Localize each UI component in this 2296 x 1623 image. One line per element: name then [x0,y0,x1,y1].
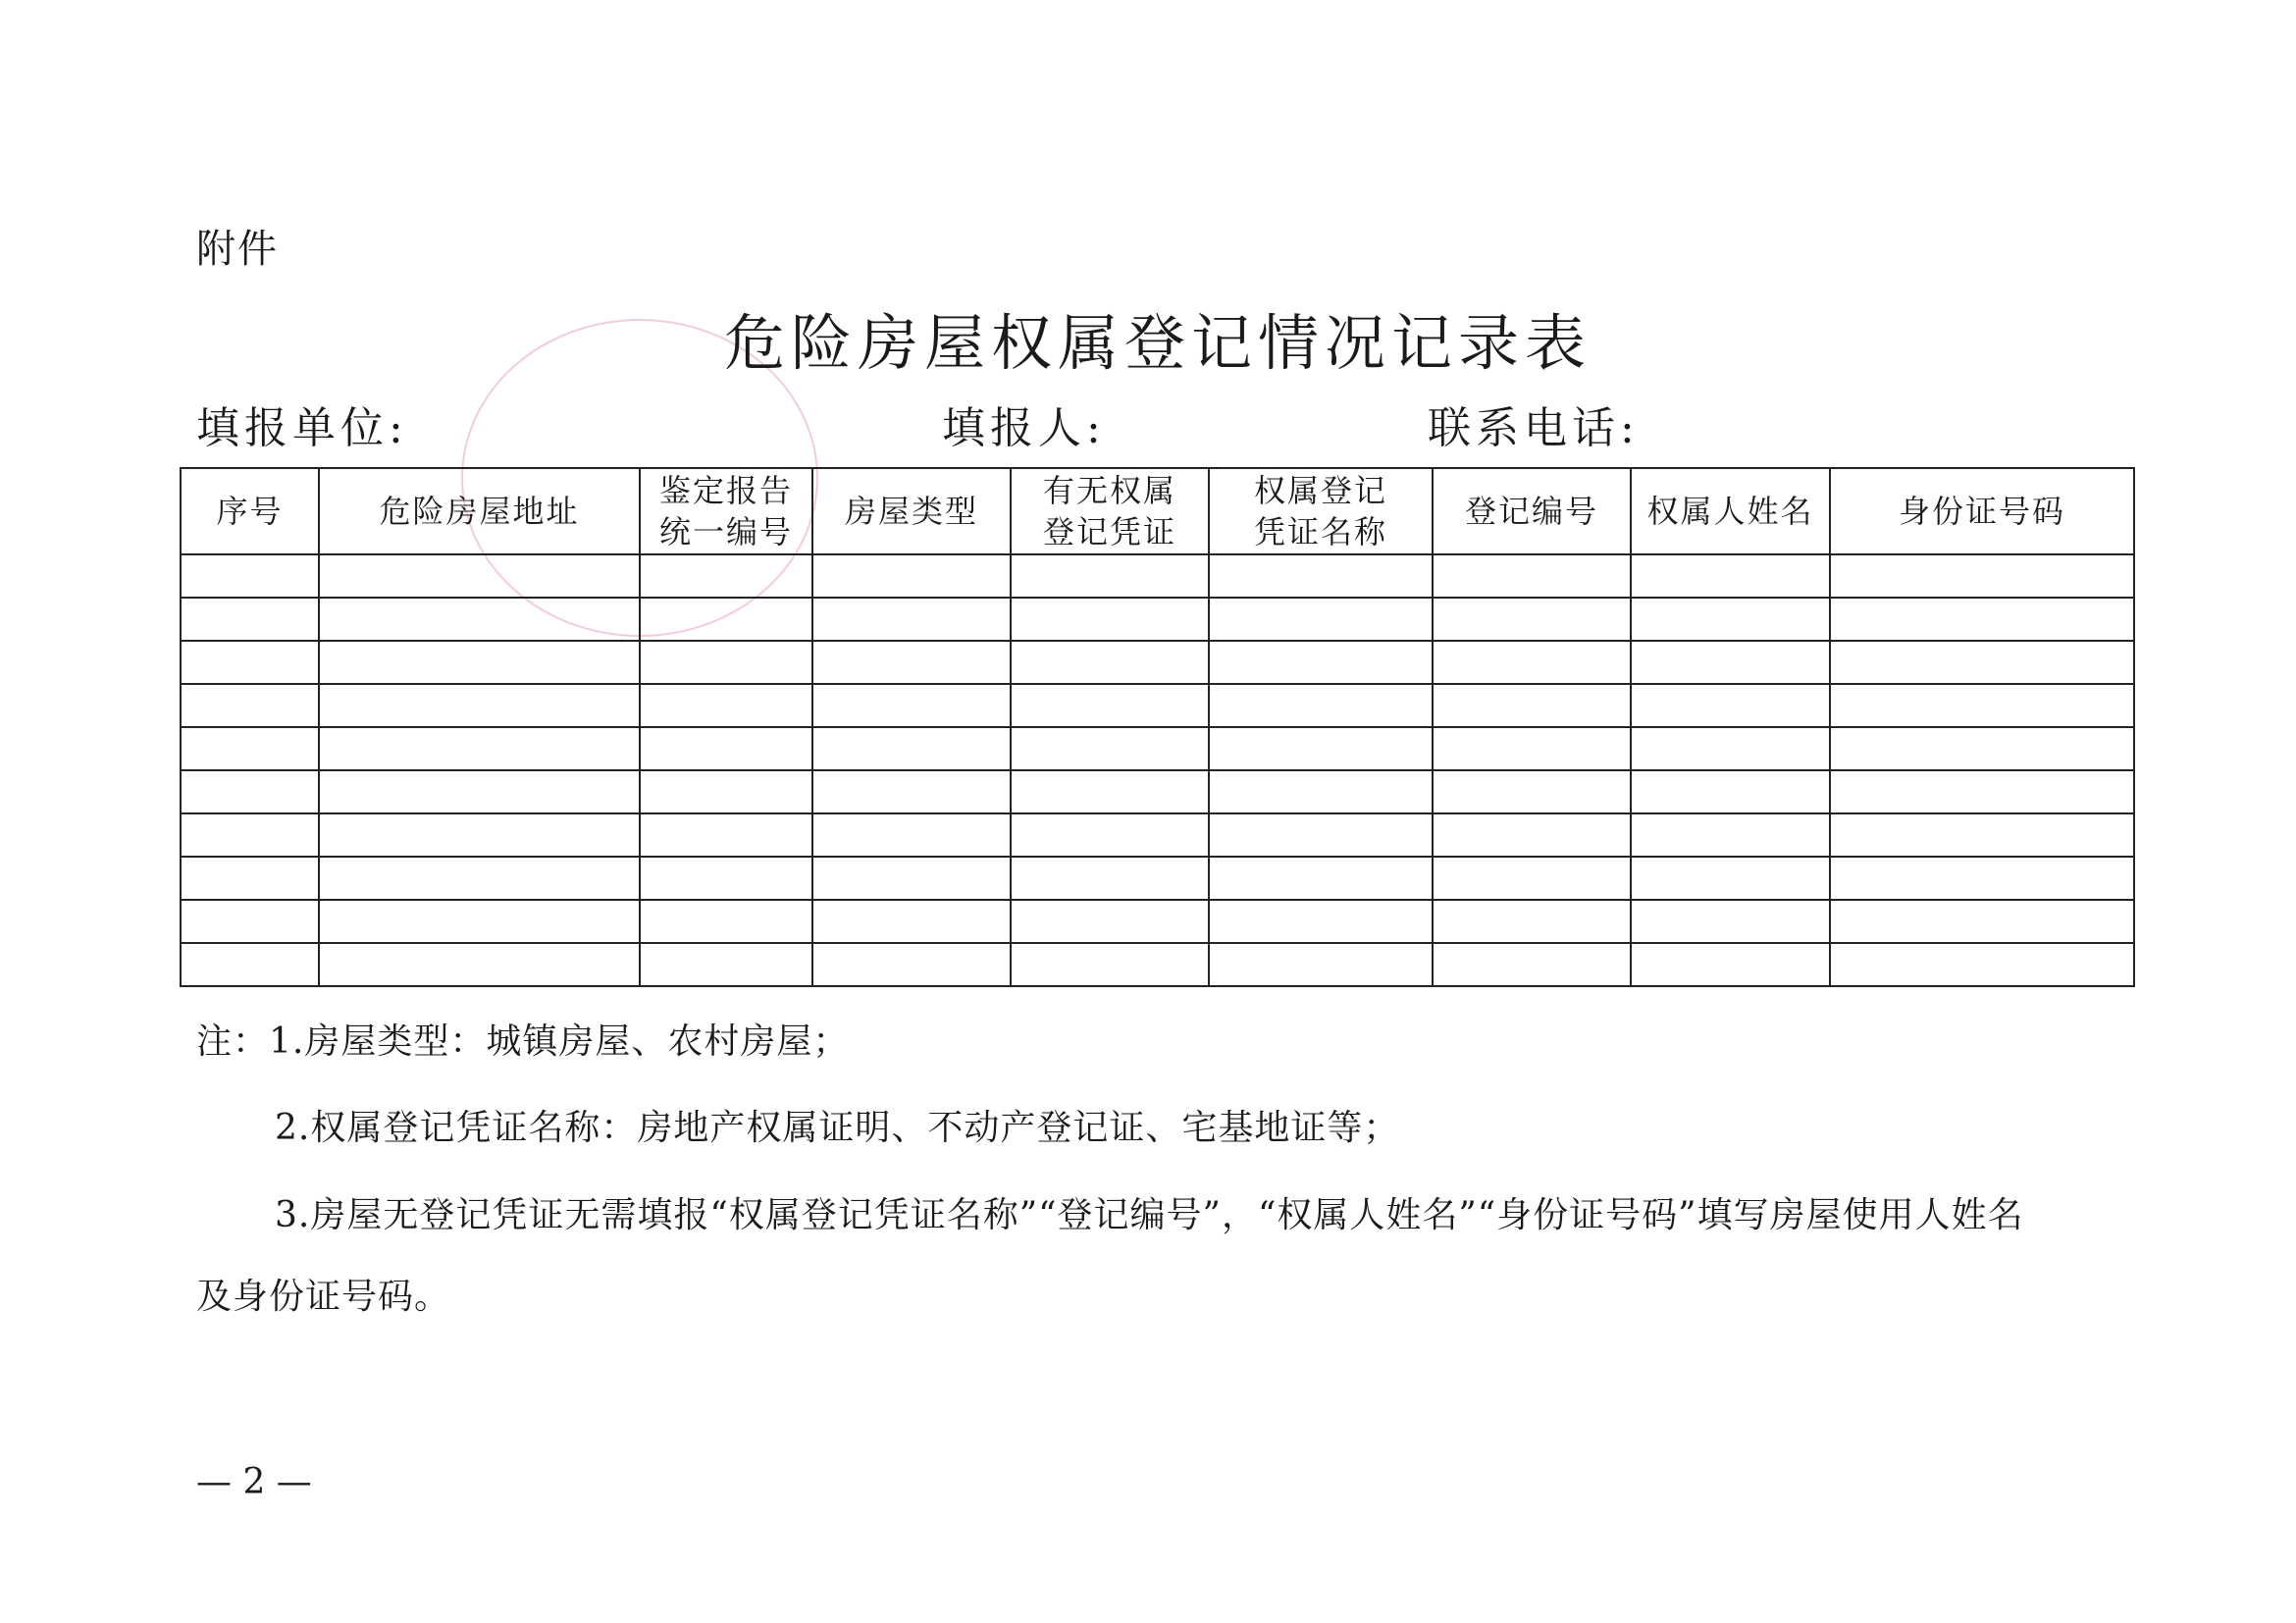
table-cell[interactable] [1433,900,1631,943]
col-header-address [319,468,640,554]
table-cell[interactable] [319,641,640,684]
table-cell[interactable] [1830,684,2134,727]
table-cell[interactable] [1433,554,1631,598]
table-cell[interactable] [181,598,319,641]
fill-unit-label: 填报单位: [196,403,408,453]
table-cell[interactable] [181,684,319,727]
table-cell[interactable] [1209,598,1433,641]
col-header-certificate-name [1209,468,1433,554]
col-header-line: 权属人姓名 [1646,493,1814,530]
table-cell[interactable] [1830,857,2134,900]
table-cell[interactable] [1209,554,1433,598]
table-row [181,641,2134,684]
col-header-line: 身份证号码 [1898,493,2065,530]
table-cell[interactable] [319,598,640,641]
table-cell[interactable] [1631,598,1830,641]
col-header-line: 鉴定报告 [658,472,793,509]
table-cell[interactable] [640,598,812,641]
table-cell[interactable] [1209,770,1433,813]
table-cell[interactable] [181,770,319,813]
table-cell[interactable] [1830,943,2134,986]
table-cell[interactable] [1011,554,1209,598]
table-cell[interactable] [1830,813,2134,857]
table-row [181,727,2134,770]
table-cell[interactable] [1209,857,1433,900]
table-cell[interactable] [1011,641,1209,684]
table-cell[interactable] [1433,727,1631,770]
col-header-line: 登记编号 [1464,493,1598,530]
col-header-line: 凭证名称 [1253,513,1387,550]
table-row [181,813,2134,857]
col-header-line: 登记凭证 [1042,513,1176,550]
table-cell[interactable] [1830,900,2134,943]
col-header-line: 统一编号 [658,513,793,550]
table-row [181,943,2134,986]
table-cell[interactable] [640,727,812,770]
table-cell[interactable] [812,727,1011,770]
fill-person-label: 填报人: [942,403,1106,453]
table-cell[interactable] [1011,857,1209,900]
col-header-line: 权属登记 [1253,472,1387,509]
table-cell[interactable] [1631,813,1830,857]
fill-phone-label: 联系电话: [1428,403,1640,453]
table-header-row [181,468,2134,554]
table-cell[interactable] [1011,813,1209,857]
table-cell[interactable] [812,598,1011,641]
table-cell[interactable] [1433,641,1631,684]
table-cell[interactable] [181,641,319,684]
page-title: 危险房屋权属登记情况记录表 [723,307,1592,379]
col-header-registration-number [1433,468,1631,554]
table-cell[interactable] [812,770,1011,813]
col-header-house-type [812,468,1011,554]
table-cell[interactable] [1011,770,1209,813]
table-cell[interactable] [1631,900,1830,943]
table-cell[interactable] [1830,598,2134,641]
table-cell[interactable] [1631,857,1830,900]
table-cell[interactable] [1011,598,1209,641]
table-cell[interactable] [640,684,812,727]
table-cell[interactable] [640,900,812,943]
table-cell[interactable] [319,684,640,727]
table-cell[interactable] [1631,943,1830,986]
table-cell[interactable] [1433,684,1631,727]
table-cell[interactable] [640,813,812,857]
table-cell[interactable] [812,813,1011,857]
table-cell[interactable] [1209,641,1433,684]
table-cell[interactable] [1631,641,1830,684]
table-cell[interactable] [1209,943,1433,986]
table-cell[interactable] [640,770,812,813]
record-table [180,467,2135,987]
table-cell[interactable] [181,943,319,986]
table-cell[interactable] [1631,684,1830,727]
attachment-label: 附件 [196,227,279,272]
table-cell[interactable] [1011,900,1209,943]
table-row [181,598,2134,641]
note-3: 3.房屋无登记凭证无需填报“权属登记凭证名称”“登记编号”，“权属人姓名”“身份证号码”填写房屋使用人姓名 [275,1195,2024,1235]
table-row [181,770,2134,813]
table-cell[interactable] [640,857,812,900]
col-header-line: 序号 [216,493,284,530]
col-header-has-certificate [1011,468,1209,554]
table-cell[interactable] [1830,641,2134,684]
col-header-id-number [1830,468,2134,554]
table-cell[interactable] [1433,598,1631,641]
table-cell[interactable] [319,943,640,986]
table-cell[interactable] [640,641,812,684]
table-cell[interactable] [1209,813,1433,857]
table-cell[interactable] [319,554,640,598]
col-header-line: 危险房屋地址 [379,493,580,530]
table-cell[interactable] [1631,727,1830,770]
page-number: — 2 — [196,1462,312,1502]
table-row [181,684,2134,727]
table-cell[interactable] [1830,727,2134,770]
table-cell[interactable] [1433,857,1631,900]
table-cell[interactable] [181,857,319,900]
table-cell[interactable] [1433,770,1631,813]
table-row [181,554,2134,598]
table-cell[interactable] [1209,900,1433,943]
table-row [181,857,2134,900]
table-cell[interactable] [812,900,1011,943]
table-cell[interactable] [1830,554,2134,598]
table-cell[interactable] [1631,554,1830,598]
table-cell[interactable] [812,943,1011,986]
table-cell[interactable] [1209,684,1433,727]
table-cell[interactable] [812,857,1011,900]
table-cell[interactable] [812,641,1011,684]
note-1: 注：1.房屋类型：城镇房屋、农村房屋； [196,1021,850,1062]
table-cell[interactable] [1011,727,1209,770]
table-cell[interactable] [319,727,640,770]
table-cell[interactable] [1631,770,1830,813]
table-cell[interactable] [812,554,1011,598]
col-header-serial [181,468,319,554]
table-body [181,554,2134,986]
table-cell[interactable] [1011,943,1209,986]
table-row [181,900,2134,943]
table-cell[interactable] [1011,684,1209,727]
table-cell[interactable] [1209,727,1433,770]
note-2: 2.权属登记凭证名称：房地产权属证明、不动产登记证、宅基地证等； [275,1108,1400,1148]
table-cell[interactable] [1830,770,2134,813]
col-header-report-number [640,468,812,554]
table-cell[interactable] [319,770,640,813]
table-cell[interactable] [181,900,319,943]
table-cell[interactable] [181,554,319,598]
col-header-line: 房屋类型 [844,493,978,530]
table-cell[interactable] [319,900,640,943]
table-cell[interactable] [319,857,640,900]
table-cell[interactable] [181,813,319,857]
table-cell[interactable] [640,943,812,986]
table-cell[interactable] [1433,943,1631,986]
table-cell[interactable] [640,554,812,598]
table-cell[interactable] [812,684,1011,727]
table-cell[interactable] [181,727,319,770]
table-cell[interactable] [319,813,640,857]
col-header-owner-name [1631,468,1830,554]
note-3-continued: 及身份证号码。 [196,1277,451,1317]
table-cell[interactable] [1433,813,1631,857]
col-header-line: 有无权属 [1042,472,1176,509]
